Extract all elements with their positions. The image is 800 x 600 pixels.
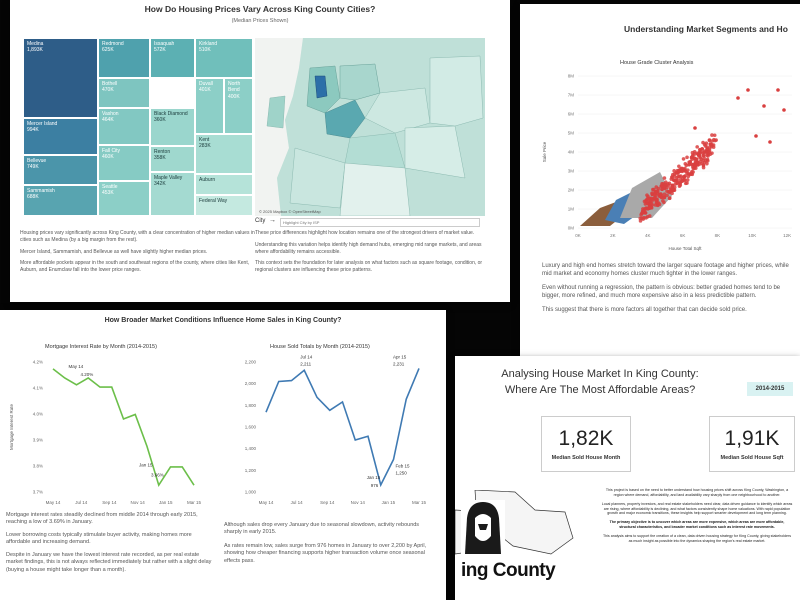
- high-end-point: [682, 175, 686, 179]
- treemap-tile-price: 453K: [102, 190, 114, 197]
- y-tick-label: 1,400: [244, 446, 256, 452]
- high-end-point: [691, 151, 695, 155]
- high-end-point: [678, 184, 682, 188]
- treemap-tile-city: Federal Way: [199, 198, 228, 204]
- treemap-tile-price: 688K: [27, 194, 39, 201]
- y-tick-label: 4.1%: [32, 385, 43, 391]
- outlier-point: [736, 96, 740, 100]
- treemap-tile-price: 510K: [199, 47, 211, 54]
- x-tick-label: Jul 14: [75, 500, 88, 505]
- card1-title: How Do Housing Prices Vary Across King County Cities?: [144, 4, 376, 14]
- high-end-point: [654, 185, 658, 189]
- kpi1-label: Median Sold House Month: [551, 455, 621, 461]
- high-end-point: [663, 176, 667, 180]
- outlier-point: [782, 108, 786, 112]
- treemap-tile-city: Seattle: [102, 184, 118, 190]
- high-end-point: [710, 133, 714, 137]
- high-end-point: [671, 184, 675, 188]
- treemap-tile-renton[interactable]: [150, 146, 195, 172]
- treemap-tile-city: Medina: [27, 41, 44, 47]
- high-end-point: [670, 175, 674, 179]
- treemap-tile-price: 283K: [199, 143, 211, 150]
- rate-annotation-label: May 14: [68, 363, 84, 369]
- treemap-tile-duvall[interactable]: [195, 78, 224, 134]
- high-end-point: [695, 157, 699, 161]
- treemap-tile-auburn[interactable]: [195, 174, 253, 195]
- outlier-point: [688, 160, 692, 164]
- high-end-point: [670, 189, 674, 193]
- sales-chart-title: House Sold Totals by Month (2014-2015): [270, 344, 370, 350]
- x-tick-label: Sep 14: [102, 500, 117, 505]
- treemap-tile-issaquah[interactable]: [150, 38, 195, 78]
- card1-right-p3: This context sets the foundation for later analysis on what factors such as square footage, condition, or regional clusters are influencing these price patterns.: [255, 260, 483, 273]
- rate-annotation-label: Jan 15: [139, 462, 153, 468]
- high-end-point: [645, 193, 649, 197]
- treemap-tile-city: Kirkland: [199, 41, 218, 47]
- market-segments-card: [520, 4, 800, 358]
- high-end-point: [695, 145, 699, 149]
- treemap-tile-city: Vashon: [102, 111, 119, 117]
- treemap-tile-city: Duvall: [199, 81, 213, 87]
- card4-p2: Local planners, property investors, and real estate stakeholders need clear, data driven guidance to identify which areas are rising, where affordability is declining, and what factors consistently shape home valuations. With rapid population growth and major economic transitions, these insights help support smarter development and long term planning.: [601, 501, 793, 516]
- logo-text: ing County: [461, 560, 556, 581]
- arrow-right-icon: →: [269, 217, 276, 224]
- kpi2-value: 1,91K: [724, 427, 780, 450]
- card3-left-p1: Mortgage interest rates steadily declined from middle 2014 through early 2015, reaching a low of 3.69% in January.: [6, 512, 198, 526]
- x-tick-label: 10K: [748, 233, 757, 238]
- card2-title: Understanding Market Segments and Ho: [624, 24, 788, 34]
- treemap-tile-city: Fall City: [102, 148, 121, 154]
- map-graphic: [255, 38, 485, 216]
- high-end-point: [698, 160, 702, 164]
- high-end-point: [708, 138, 712, 142]
- city-filter: [255, 218, 491, 228]
- card3-right-p2: As rates remain low, sales surge from 976 homes in January to over 2,200 by April, showing how cheaper financing supports higher transaction volume once seasonal effects pass.: [224, 542, 427, 564]
- x-tick-label: Nov 14: [130, 500, 145, 505]
- treemap-tile-black-diamond[interactable]: [150, 108, 195, 146]
- x-tick-label: Jan 15: [159, 500, 173, 505]
- y-tick-label: 0M: [567, 225, 574, 231]
- treemap-tile-bellevue[interactable]: [23, 155, 98, 185]
- treemap-tile-price: 360K: [154, 117, 166, 124]
- y-tick-label: 3.8%: [32, 463, 43, 469]
- treemap-tile-kirkland[interactable]: [195, 38, 253, 78]
- series-line: [53, 369, 194, 485]
- card4-title-line2: Where Are The Most Affordable Areas?: [504, 384, 696, 396]
- x-tick-label: Jan 15: [381, 500, 396, 505]
- high-end-point: [694, 163, 698, 167]
- y-tick-label: 4M: [567, 149, 574, 155]
- outlier-point: [693, 126, 697, 130]
- treemap-tile-price: 460K: [102, 154, 114, 161]
- high-end-point: [676, 181, 680, 185]
- sales-annotation-value: 976: [370, 482, 379, 488]
- sales-annotation-value: 2,231: [393, 361, 405, 367]
- high-end-point: [704, 159, 708, 163]
- y-tick-label: 5M: [567, 130, 574, 136]
- y-tick-label: 1,600: [244, 424, 256, 430]
- high-end-point: [661, 199, 665, 203]
- card3-left-text: [6, 512, 214, 574]
- card1-left-p3: More affordable pockets appear in the south and southeast regions of the county, where cities like Kent, Auburn, and Enumclaw fall into the lower price ranges.: [20, 260, 250, 273]
- y-tick-label: 2,200: [244, 359, 256, 365]
- treemap-tile-price: 400K: [228, 93, 240, 100]
- king-county-logo: [455, 496, 511, 558]
- high-end-point: [682, 157, 686, 161]
- x-tick-label: 12K: [783, 233, 792, 238]
- treemap-tile-city: Redmond: [102, 41, 124, 47]
- x-tick-label: 4K: [644, 233, 651, 238]
- sales-annotation-value: 2,211: [300, 361, 312, 367]
- treemap-tile-redmond[interactable]: [98, 38, 150, 78]
- x-tick-label: 8K: [714, 233, 721, 238]
- high-end-point: [653, 190, 657, 194]
- treemap-tile-price: 994K: [27, 127, 39, 134]
- grade-cluster-scatter[interactable]: [520, 68, 800, 258]
- outlier-point: [746, 88, 750, 92]
- treemap-tile-price: 749K: [27, 164, 39, 171]
- card1-left-text: [20, 230, 258, 274]
- high-end-point: [659, 192, 663, 196]
- card1-right-text: [255, 230, 491, 274]
- high-end-point: [643, 207, 647, 211]
- kpi1-value: 1,82K: [558, 427, 614, 450]
- treemap-tile-fall-city[interactable]: [98, 145, 150, 181]
- housing-prices-card: [10, 0, 510, 302]
- intro-card: [455, 356, 800, 600]
- treemap-tile-city: Renton: [154, 149, 171, 155]
- card3-title: How Broader Market Conditions Influence Home Sales in King County?: [104, 317, 342, 324]
- card4-title-line1: Analysing House Market In King County:: [501, 368, 699, 380]
- rate-chart-title: Mortgage Interest Rate by Month (2014-2015): [45, 344, 157, 350]
- high-end-point: [698, 148, 702, 152]
- card3-left-p2: Lower borrowing costs typically stimulate buyer activity, making homes more affordable and increasing demand.: [6, 531, 192, 546]
- treemap-tile-city: North Bend: [228, 81, 241, 94]
- y-tick-label: 3.7%: [32, 489, 43, 495]
- rate-annotation-value: 3.66%: [151, 472, 164, 478]
- treemap-tile-kent[interactable]: [195, 134, 253, 174]
- high-end-point: [709, 143, 713, 147]
- card3-right-text: [224, 522, 436, 565]
- card1-left-p1: Housing prices vary significantly across King County, with a clear concentration of higher median values in cities such as Medina (by a big margin from the rest).: [20, 230, 255, 243]
- high-end-point: [701, 141, 705, 145]
- high-end-point: [696, 152, 700, 156]
- y-tick-label: 4.2%: [32, 359, 43, 365]
- sales-annotation-label: Jan 15: [366, 474, 381, 480]
- y-tick-label: 4.0%: [32, 411, 43, 417]
- treemap-tile-price: 625K: [102, 47, 114, 54]
- kpi-median-sold-month: [541, 416, 631, 472]
- map-credit: © 2025 Mapbox © OpenStreetMap: [259, 208, 321, 214]
- high-end-point: [714, 138, 718, 142]
- high-end-point: [652, 196, 656, 200]
- high-end-point: [679, 174, 683, 178]
- card1-subtitle: (Median Prices Shown): [231, 18, 289, 24]
- high-end-point: [644, 216, 648, 220]
- high-end-point: [646, 197, 650, 201]
- treemap-tile-seattle[interactable]: [98, 181, 150, 216]
- high-end-point: [681, 169, 685, 173]
- kpi-median-sold-sqft: [709, 416, 795, 472]
- y-tick-label: 1,000: [244, 489, 256, 495]
- treemap-tile-city: Mercer Island: [27, 121, 58, 127]
- market-conditions-card: [0, 310, 446, 600]
- city-filter-label: City: [255, 218, 266, 224]
- high-end-point: [663, 195, 667, 199]
- high-end-point: [649, 206, 653, 210]
- house-sold-line-chart[interactable]: [230, 352, 430, 512]
- treemap-tile-price: 401K: [199, 87, 211, 94]
- outlier-point: [776, 88, 780, 92]
- treemap-tile-price: 1,893K: [27, 47, 43, 54]
- y-tick-label: 1,800: [244, 402, 256, 408]
- outlier-point: [754, 134, 758, 138]
- x-tick-label: Mar 15: [186, 500, 202, 505]
- treemap-tile-city: Auburn: [199, 177, 216, 183]
- high-end-point: [705, 141, 709, 145]
- card1-right-p2: Understanding this variation helps identify high demand hubs, emerging mid range markets, and areas where affordability remains accessible.: [255, 241, 482, 255]
- high-end-point: [683, 178, 687, 182]
- sales-annotation-value: 1,250: [395, 470, 407, 476]
- high-end-point: [644, 211, 648, 215]
- treemap-tile-maple-valley[interactable]: [150, 172, 195, 216]
- high-end-point: [655, 201, 659, 205]
- mortgage-rate-line-chart[interactable]: [5, 352, 205, 512]
- treemap-tile-bothell[interactable]: [98, 78, 150, 108]
- y-tick-label: 2M: [567, 187, 574, 193]
- y-tick-label: 7M: [567, 92, 574, 98]
- x-tick-label: Sep 14: [320, 500, 335, 505]
- treemap-tile-city: Sammamish: [27, 188, 55, 194]
- high-end-point: [665, 189, 669, 193]
- x-tick-label: May 14: [258, 500, 274, 505]
- x-tick-label: Nov 14: [350, 500, 365, 505]
- x-axis-label: House Total Sqft: [668, 246, 702, 251]
- y-axis-label: Sale Price: [542, 141, 547, 163]
- treemap-tile-medina[interactable]: [23, 38, 98, 118]
- card2-text: [542, 262, 794, 314]
- y-tick-label: 1,200: [244, 467, 256, 473]
- highlight-city-input[interactable]: [280, 218, 480, 227]
- high-end-point: [690, 170, 694, 174]
- rate-annotation-value: 4.20%: [80, 371, 94, 377]
- card2-p2: Even without running a regression, the pattern is obvious: better graded homes tend to be bigger, more refined, and much more expensive also in a less predictible pattern.: [542, 285, 781, 300]
- x-tick-label: 2K: [610, 233, 616, 238]
- treemap-tile-price: 358K: [154, 155, 166, 162]
- sales-annotation-label: Jul 14: [300, 354, 313, 360]
- high-end-point: [708, 152, 712, 156]
- treemap-tile-city: Black Diamond: [154, 111, 188, 117]
- y-tick-label: 3.9%: [32, 437, 43, 443]
- high-end-point: [693, 166, 697, 170]
- high-end-point: [686, 175, 690, 179]
- high-end-point: [690, 156, 694, 160]
- sales-annotation-label: Feb 15: [395, 463, 410, 469]
- card3-left-p3: Despite in January we have the lowest interest rate recorded, as per real estate market findings, this is not always reflected immediately but rather with a slight delay (buying a house might take longer than a month).: [6, 551, 212, 573]
- card2-p3: This suggest that there is more factors all together that can decide sold price.: [542, 307, 747, 314]
- treemap-tile-sammamish[interactable]: [23, 185, 98, 216]
- x-tick-label: May 14: [45, 500, 61, 505]
- treemap-tile-vashon[interactable]: [98, 108, 150, 145]
- high-end-point: [685, 155, 689, 159]
- city-map[interactable]: [255, 38, 485, 216]
- high-end-point: [676, 169, 680, 173]
- treemap-tile-city: Issaquah: [154, 41, 175, 47]
- treemap-tile-city: Maple Valley: [154, 175, 183, 181]
- high-end-point: [705, 153, 709, 157]
- card1-right-p1: These price differences highlight how location remains one of the strongest drivers of market value.: [255, 230, 475, 236]
- treemap-tile-north-bend[interactable]: [224, 78, 253, 134]
- high-end-point: [686, 178, 690, 182]
- card2-p1: Luxury and high end homes stretch toward the larger square footage and higher prices, while mid market and economy homes cluster much tighter in the lower ranges.: [542, 263, 789, 278]
- treemap-tile-price: 464K: [102, 117, 114, 124]
- y-tick-label: 1M: [567, 206, 574, 212]
- x-tick-label: 0K: [575, 233, 581, 238]
- outlier-point: [762, 104, 766, 108]
- y-tick-label: 8M: [567, 73, 574, 79]
- y-axis-label: Mortgage Interest Rate: [9, 403, 14, 451]
- treemap-tile-federal-way[interactable]: [195, 195, 253, 216]
- high-end-point: [702, 164, 706, 168]
- treemap-tile-price: 572K: [154, 47, 166, 54]
- treemap-tile-city: Kent: [199, 137, 210, 143]
- high-end-point: [685, 181, 689, 185]
- y-tick-label: 3M: [567, 168, 574, 174]
- high-end-point: [705, 145, 709, 149]
- card1-left-p2: Mercer Island, Sammamish, and Bellevue as well have slightly higher median prices.: [20, 248, 208, 255]
- high-end-point: [668, 197, 672, 201]
- sales-annotation-label: Apr 15: [393, 354, 407, 360]
- treemap-tile-price: 470K: [102, 87, 114, 94]
- x-tick-label: Mar 15: [411, 500, 427, 505]
- treemap-tile-city: Bothell: [102, 81, 118, 87]
- card4-p1: This project is based on the need to better understand how housing prices shift across King County, Washington, a region where demand, affordability, and land availability vary sharply from one neighbourhood to another.: [605, 488, 789, 497]
- x-tick-label: Jul 14: [290, 500, 303, 505]
- outlier-point: [768, 140, 772, 144]
- y-tick-label: 2,000: [244, 381, 256, 387]
- scatter-chart-title: House Grade Cluster Analysis: [620, 60, 694, 66]
- card3-right-p1: Although sales drop every January due to seasonal slowdown, activity rebounds sharply in early 2015.: [224, 522, 420, 536]
- high-end-point: [663, 182, 667, 186]
- high-end-point: [683, 162, 687, 166]
- card4-text: [601, 488, 793, 544]
- county-portrait-logo: [455, 496, 511, 558]
- card4-p3: The primary objective is to uncover which areas are more expensive, which areas are more affordable, structural characteristics, and broader market conditions such as interest rate movements.: [609, 520, 785, 530]
- x-tick-label: 6K: [679, 233, 686, 238]
- kpi2-label: Median Sold House Sqft: [720, 455, 784, 461]
- card4-p4: This analysis aims to support the creation of a clean, data driven housing strategy for King County, giving stakeholders as much insight as possible into the dynamics shaping the region's real estate market.: [602, 533, 792, 543]
- y-tick-label: 6M: [567, 111, 574, 117]
- treemap-tile-city: Bellevue: [27, 158, 47, 164]
- treemap-tile-price: 342K: [154, 181, 166, 188]
- high-end-point: [673, 179, 677, 183]
- treemap-tile-mercer-island[interactable]: [23, 118, 98, 155]
- year-badge: 2014-2015: [747, 382, 793, 396]
- high-end-point: [702, 150, 706, 154]
- price-treemap[interactable]: [23, 38, 253, 216]
